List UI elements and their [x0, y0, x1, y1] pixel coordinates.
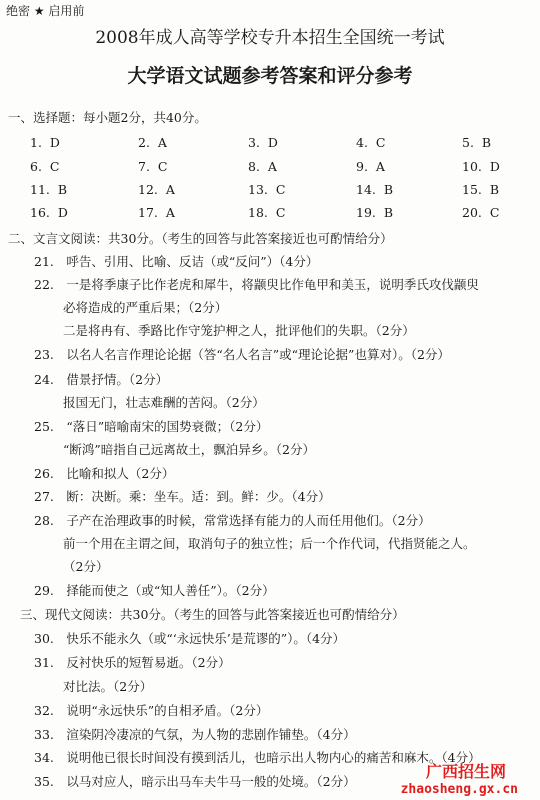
mc-answer-item	[356, 137, 385, 150]
watermark-url: zhaosheng.gx.cn	[400, 782, 518, 797]
mc-answer-letter: B	[57, 182, 68, 197]
mc-answer-letter: D	[267, 135, 278, 150]
mc-question-number: 8.	[248, 159, 260, 174]
mc-answer-item	[462, 161, 500, 174]
exam-title: 2008年成人高等学校专升本招生全国统一考试	[95, 28, 445, 48]
mc-answer-letter: A	[267, 159, 277, 174]
watermark-site-name: 广西招生网	[425, 762, 506, 781]
answer-line: 21. 呼告、引用、比喻、反诘（或“反问”）（4分）	[34, 254, 319, 269]
answer-line: 35. 以马对应人，暗示出马车夫牛马一般的处境。（2分）	[34, 774, 356, 789]
mc-question-number: 20.	[462, 205, 482, 220]
mc-answer-letter: A	[375, 159, 385, 174]
mc-answer-letter: D	[57, 205, 68, 220]
mc-question-number: 9.	[356, 159, 368, 174]
mc-answer-item	[356, 161, 385, 174]
mc-question-number: 4.	[356, 135, 368, 150]
mc-answer-letter: B	[383, 182, 394, 197]
answer-key-title: 大学语文试题参考答案和评分参考	[127, 65, 413, 87]
mc-question-number: 12.	[138, 182, 158, 197]
mc-answer-item	[30, 161, 59, 174]
mc-question-number: 15.	[462, 182, 482, 197]
mc-question-number: 14.	[356, 182, 376, 197]
mc-answer-letter: B	[489, 182, 500, 197]
mc-answer-letter: A	[165, 182, 175, 197]
mc-question-number: 6.	[30, 159, 42, 174]
mc-answer-item	[248, 161, 277, 174]
answer-line: 前一个用在主谓之间，取消句子的独立性；后一个作代词，代指贤能之人。	[63, 536, 476, 551]
mc-question-number: 2.	[138, 135, 150, 150]
mc-answer-item	[462, 137, 491, 150]
answer-line: 22. 一是将季康子比作老虎和犀牛，将颛臾比作龟甲和美玉，说明季氏攻伐颛臾	[34, 277, 479, 292]
mc-question-number: 5.	[462, 135, 474, 150]
mc-question-number: 18.	[248, 205, 268, 220]
confidential-label: 绝密 ★ 启用前	[6, 4, 85, 18]
mc-answer-letter: A	[157, 135, 167, 150]
mc-answer-item	[138, 137, 167, 150]
mc-question-number: 19.	[356, 205, 376, 220]
section1-heading: 一、选择题：每小题2分，共40分。	[8, 110, 207, 125]
mc-answer-item	[138, 161, 167, 174]
answer-line: 28. 子产在治理政事的时候，常常选择有能力的人而任用他们。（2分）	[34, 513, 431, 528]
answer-line: 23. 以名人名言作理论论据（答“名人名言”或“理论论据”也算对）。（2分）	[34, 347, 450, 362]
mc-question-number: 10.	[462, 159, 482, 174]
mc-question-number: 13.	[248, 182, 268, 197]
mc-answer-letter: B	[383, 205, 394, 220]
answer-line: 31. 反衬快乐的短暂易逝。（2分）	[34, 655, 231, 670]
answer-line: 对比法。（2分）	[63, 679, 153, 694]
mc-answer-letter: B	[481, 135, 492, 150]
mc-answer-item	[30, 137, 60, 150]
mc-answer-item	[248, 137, 278, 150]
answer-line: 26. 比喻和拟人（2分）	[34, 466, 175, 481]
mc-answer-letter: C	[275, 205, 286, 220]
answer-line: 34. 说明他已很长时间没有摸到活儿，也暗示出人物内心的痛苦和麻木。（4分）	[34, 750, 481, 765]
answer-line: 二是将冉有、季路比作守笼护柙之人，批评他们的失职。（2分）	[63, 323, 415, 338]
answer-line: 报国无门，壮志难酬的苦闷。（2分）	[63, 395, 265, 410]
answer-line: “断鸿”暗指自己远离故土，飘泊异乡。（2分）	[63, 442, 315, 457]
mc-answer-item	[248, 184, 285, 197]
mc-answer-item	[30, 184, 67, 197]
section2-heading: 二、文言文阅读：共30分。（考生的回答与此答案接近也可酌情给分）	[8, 231, 393, 246]
mc-answer-item	[30, 207, 68, 220]
answer-line: 25. “落日”暗喻南宋的国势衰微；（2分）	[34, 419, 269, 434]
mc-question-number: 17.	[138, 205, 158, 220]
mc-answer-letter: D	[489, 159, 500, 174]
mc-answer-item	[462, 184, 499, 197]
mc-answer-item	[248, 207, 285, 220]
mc-answer-letter: C	[375, 135, 386, 150]
mc-question-number: 11.	[30, 182, 50, 197]
answer-line: 29. 择能而使之（或“知人善任”）。（2分）	[34, 583, 275, 598]
answer-line: 33. 渲染阴冷凄凉的气氛，为人物的悲剧作铺垫。（4分）	[34, 727, 356, 742]
mc-question-number: 3.	[248, 135, 260, 150]
mc-question-number: 1.	[30, 135, 42, 150]
mc-answer-letter: D	[49, 135, 60, 150]
mc-answer-item	[356, 184, 393, 197]
mc-answer-item	[356, 207, 393, 220]
section3-heading: 三、现代文阅读：共30分。（考生的回答与此答案接近也可酌情给分）	[20, 607, 405, 622]
answer-line: 30. 快乐不能永久（或“‘永远快乐’是荒谬的”）。（4分）	[34, 631, 346, 646]
mc-answer-item	[462, 207, 499, 220]
mc-question-number: 7.	[138, 159, 150, 174]
mc-answer-letter: C	[49, 159, 60, 174]
answer-line: 32. 说明“永远快乐”的自相矛盾。（2分）	[34, 703, 269, 718]
mc-answer-item	[138, 207, 175, 220]
mc-answer-letter: C	[489, 205, 500, 220]
answer-line: （2分）	[63, 559, 109, 574]
answer-line: 必将造成的严重后果；（2分）	[63, 300, 228, 315]
mc-answer-letter: C	[275, 182, 286, 197]
mc-answer-letter: C	[157, 159, 168, 174]
answer-line: 24. 借景抒情。（2分）	[34, 372, 169, 387]
mc-answer-letter: A	[165, 205, 175, 220]
mc-answer-item	[138, 184, 175, 197]
answer-line: 27. 断：决断。乘：坐车。适：到。鲜：少。（4分）	[34, 489, 331, 504]
mc-question-number: 16.	[30, 205, 50, 220]
